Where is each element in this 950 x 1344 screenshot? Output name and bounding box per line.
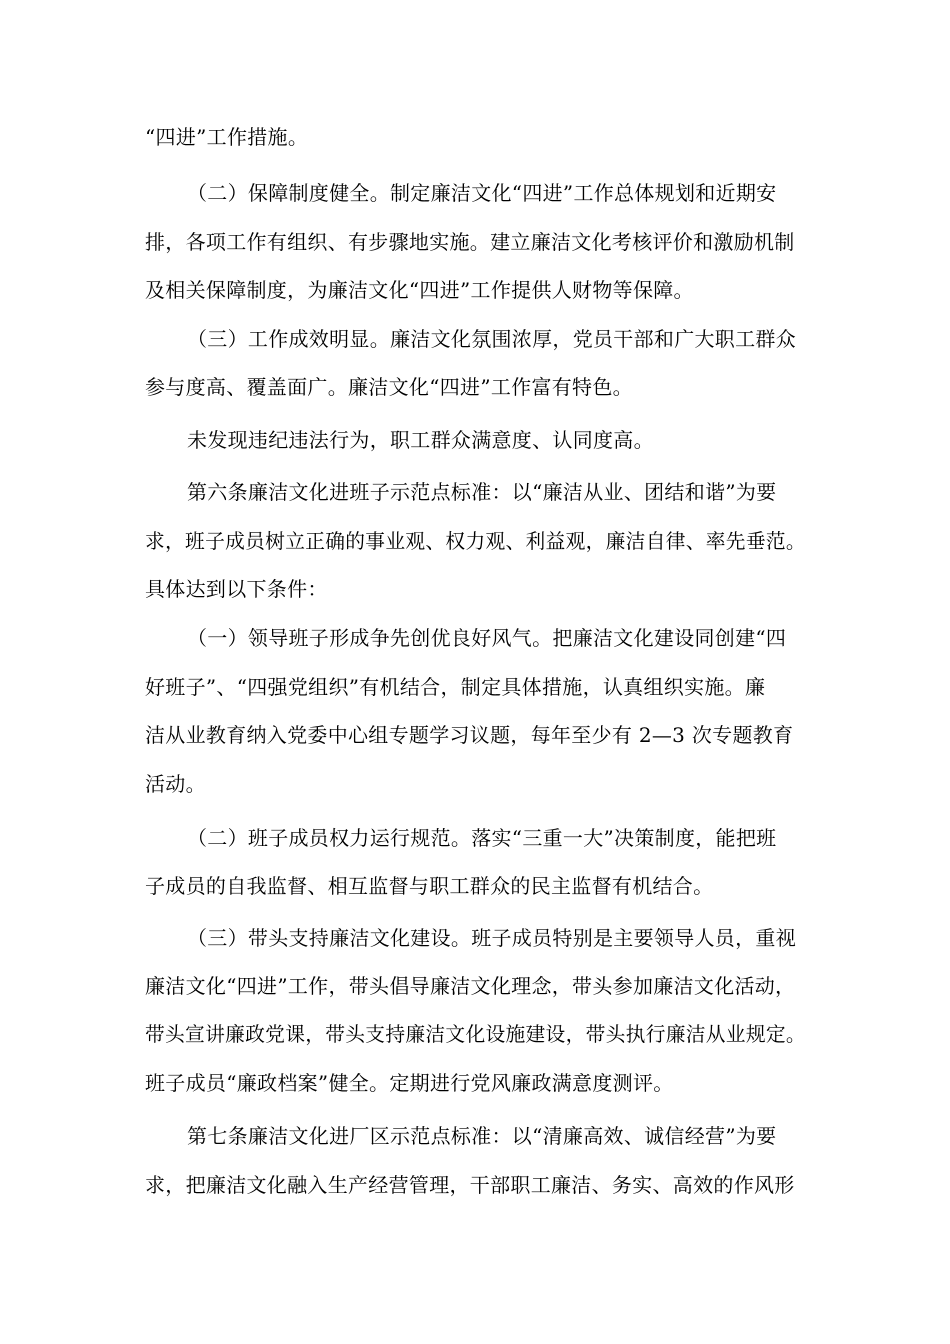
text-line: 求，班子成员树立正确的事业观、权力观、利益观，廉洁自律、率先垂范。 [145, 529, 806, 553]
text-line: 好班子”、“四强党组织”有机结合，制定具体措施，认真组织实施。廉 [145, 675, 766, 699]
text-line: 排，各项工作有组织、有步骤地实施。建立廉洁文化考核评价和激励机制 [145, 230, 795, 254]
text-line: （三）带头支持廉洁文化建设。班子成员特别是主要领导人员，重视 [187, 926, 796, 950]
text-line: 第七条廉洁文化进厂区示范点标准：以“清廉高效、诚信经营”为要 [187, 1124, 777, 1148]
text-line: 参与度高、覆盖面广。廉洁文化“四进”工作富有特色。 [145, 375, 633, 399]
text-line: （二）保障制度健全。制定廉洁文化“四进”工作总体规划和近期安 [187, 181, 777, 205]
text-line: 具体达到以下条件： [145, 577, 328, 601]
text-line: “四进”工作措施。 [145, 125, 309, 149]
text-line: 第六条廉洁文化进班子示范点标准：以“廉洁从业、团结和谐”为要 [187, 480, 777, 504]
text-line: 及相关保障制度，为廉洁文化“四进”工作提供人财物等保障。 [145, 278, 694, 302]
text-line: 洁从业教育纳入党委中心组专题学习议题，每年至少有 2—3 次专题教育 [145, 723, 794, 747]
text-line: 廉洁文化“四进”工作，带头倡导廉洁文化理念，带头参加廉洁文化活动， [145, 974, 796, 998]
text-line: （二）班子成员权力运行规范。落实“三重一大”决策制度，能把班 [187, 826, 777, 850]
text-line: 未发现违纪违法行为，职工群众满意度、认同度高。 [187, 428, 654, 452]
text-line: 活动。 [145, 772, 206, 796]
text-line: （三）工作成效明显。廉洁文化氛围浓厚，党员干部和广大职工群众 [187, 327, 796, 351]
text-line: （一）领导班子形成争先创优良好风气。把廉洁文化建设同创建“四 [187, 626, 787, 650]
text-line: 求，把廉洁文化融入生产经营管理，干部职工廉洁、务实、高效的作风形 [145, 1173, 795, 1197]
text-line: 带头宣讲廉政党课，带头支持廉洁文化设施建设，带头执行廉洁从业规定。 [145, 1022, 806, 1046]
text-line: 子成员的自我监督、相互监督与职工群众的民主监督有机结合。 [145, 874, 714, 898]
text-line: 班子成员“廉政档案”健全。定期进行党风廉政满意度测评。 [145, 1071, 674, 1095]
